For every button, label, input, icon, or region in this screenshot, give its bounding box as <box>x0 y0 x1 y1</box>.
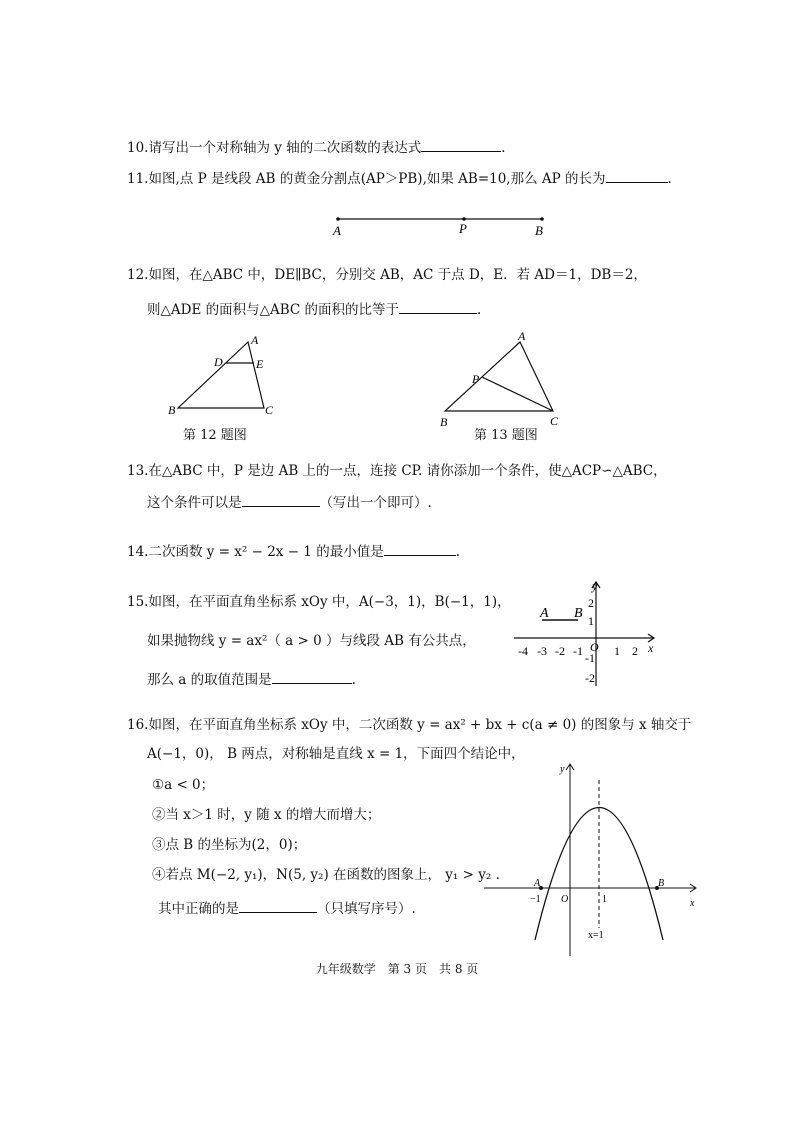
x-tick: -1 <box>573 644 583 658</box>
q13-line2: 这个条件可以是 （写出一个即可）. <box>147 492 432 512</box>
q12-line1: 12.如图，在△ABC 中，DE∥BC，分别交 AB，AC 于点 D，E．若 AD＝1，DB＝2， <box>127 267 647 283</box>
q16-option-1: ①a < 0； <box>152 777 215 793</box>
y-tick: -1 <box>585 651 595 665</box>
y-axis-label: y <box>592 579 598 593</box>
x-axis-label: x <box>690 898 695 909</box>
x-tick: -3 <box>537 644 547 658</box>
x-axis-label: x <box>648 641 654 655</box>
q16-option-4: ④若点 M(−2, y₁)，N(5, y₂) 在函数的图象上， y₁ > y₂ . <box>152 867 500 883</box>
answer-blank[interactable] <box>606 168 668 183</box>
label-b: B <box>440 415 448 429</box>
label-b: B <box>535 223 543 238</box>
label-e: E <box>256 357 264 371</box>
x-tick-minus-one: −1 <box>530 894 541 905</box>
answer-blank[interactable] <box>272 669 352 684</box>
axis-label: x=1 <box>588 930 604 941</box>
x-tick-one: 1 <box>602 894 607 905</box>
q15-coordinate-figure <box>510 578 660 690</box>
answer-blank[interactable] <box>399 299 477 314</box>
q13-caption: 第 13 题图 <box>474 428 538 443</box>
answer-blank[interactable] <box>242 492 320 507</box>
q15-line2: 如果抛物线 y = ax²（ a > 0 ）与线段 AB 有公共点， <box>147 633 476 649</box>
q11-segment-figure <box>330 210 560 240</box>
label-b: B <box>168 403 176 417</box>
q12-triangle-figure <box>160 330 290 420</box>
origin-label: O <box>590 640 599 654</box>
triangle-abc <box>445 342 553 411</box>
page-footer: 九年级数学 第 3 页 共 8 页 <box>315 962 479 976</box>
q16-line1: 16.如图，在平面直角坐标系 xOy 中，二次函数 y = ax² + bx + c(a ≠ 0) 的图象与 x 轴交于 <box>127 717 692 733</box>
x-tick: -4 <box>518 644 528 658</box>
y-axis-label: y <box>560 764 565 775</box>
y-tick: -2 <box>585 671 595 685</box>
x-tick: 1 <box>614 644 620 658</box>
q12-line2: 则△ADE 的面积与△ABC 的面积的比等于 . <box>147 299 481 319</box>
y-tick: 2 <box>588 596 594 610</box>
q15-line3: 那么 a 的取值范围是 . <box>147 669 356 689</box>
label-c: C <box>265 403 274 417</box>
origin-label: O <box>561 894 569 905</box>
q14: 14.二次函数 y = x² − 2x − 1 的最小值是 . <box>127 541 460 561</box>
answer-blank[interactable] <box>239 898 317 913</box>
label-b: B <box>574 606 583 621</box>
q12-caption: 第 12 题图 <box>183 428 247 443</box>
x-tick: 2 <box>632 644 638 658</box>
label-b: B <box>658 878 665 889</box>
q16-option-2: ②当 x＞1 时，y 随 x 的增大而增大； <box>152 807 381 823</box>
label-a: A <box>534 878 541 889</box>
q15-line1: 15.如图，在平面直角坐标系 xOy 中，A(−3，1)，B(−1，1)， <box>127 594 511 610</box>
triangle-abc <box>178 342 264 408</box>
q16-last-line: 其中正确的是 （只填写序号）. <box>158 898 416 918</box>
q11: 11.如图,点 P 是线段 AB 的黄金分割点(AP＞PB),如果 AB=10,那么 AP 的长为 . <box>127 168 672 188</box>
label-a: A <box>333 223 341 238</box>
label-p: P <box>459 221 467 236</box>
q16-option-3: ③点 B 的坐标为(2，0)； <box>152 837 307 853</box>
label-c: C <box>550 414 559 428</box>
q13-triangle-figure <box>435 328 575 428</box>
label-d: D <box>214 355 223 369</box>
segment-cp <box>482 377 553 411</box>
answer-blank[interactable] <box>421 137 501 152</box>
y-tick: 1 <box>588 614 594 628</box>
q10: 10.请写出一个对称轴为 y 轴的二次函数的表达式 . <box>127 137 506 157</box>
label-p: P <box>472 372 480 386</box>
label-a: A <box>251 333 259 347</box>
q13-line1: 13.在△ABC 中，P 是边 AB 上的一点，连接 CP. 请你添加一个条件，使△ACP∽△ABC， <box>127 463 667 479</box>
label-a: A <box>518 329 526 343</box>
label-a: A <box>540 606 549 621</box>
q16-parabola-figure <box>484 760 704 960</box>
answer-blank[interactable] <box>384 541 456 556</box>
q16-line2: A(−1，0)， B 两点，对称轴是直线 x = 1，下面四个结论中， <box>147 746 525 762</box>
x-tick: -2 <box>555 644 565 658</box>
